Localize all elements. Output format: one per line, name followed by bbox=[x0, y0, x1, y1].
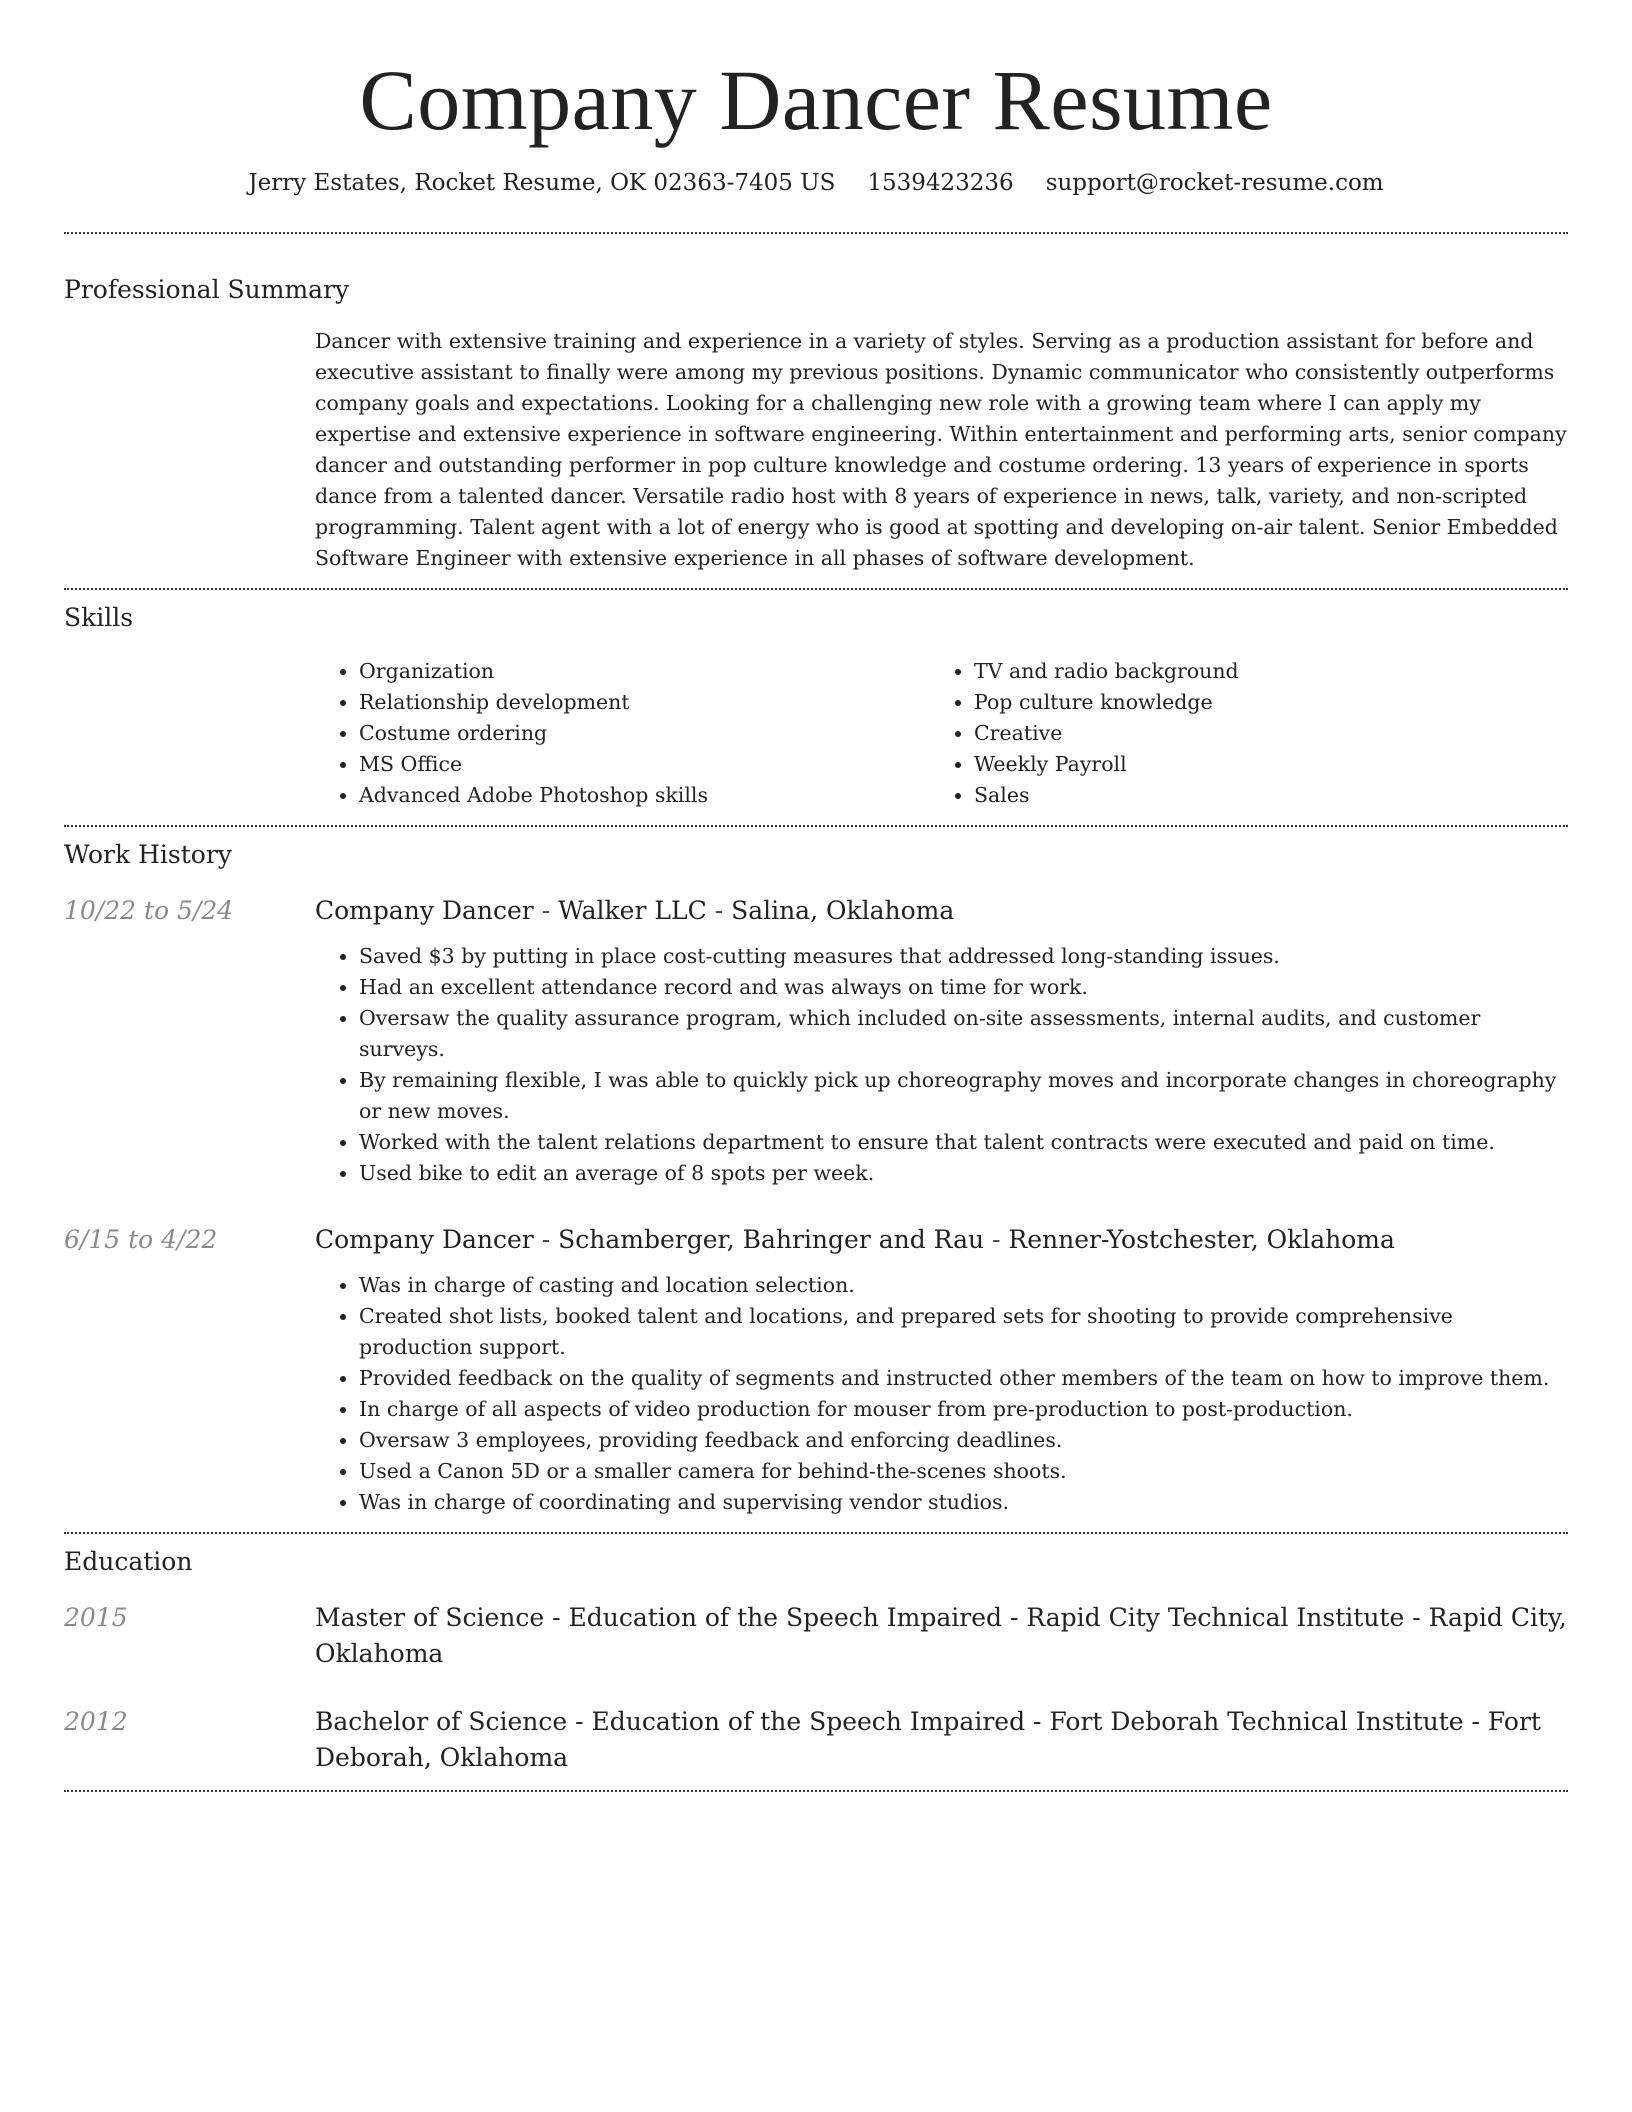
summary-text: Dancer with extensive training and experience in a variety of styles. Serving as a production assistant for before and executive assistant to finally were among my previous positions. Dynamic communicator who consistently outperforms company goals and expectations. Looking for a challenging new role with a growing team where I can apply my expertise and extensive experience in software engineering. Within entertainment and performing arts, senior company dancer and outstanding performer in pop culture knowledge and costume ordering. 13 years of experience in sports dance from a talented dancer. Versatile radio host with 8 years of experience in news, talk, variety, and non-scripted programming. Talent agent with a lot of energy who is good at spotting and developing on-air talent. Senior Embedded Software Engineer with extensive experience in all phases of software development. bbox=[315, 329, 1567, 570]
skill-item: • MS Office bbox=[359, 749, 930, 780]
contact-address: Jerry Estates, Rocket Resume, OK 02363-7405 US bbox=[248, 170, 836, 196]
work-entry bbox=[64, 1222, 1568, 1518]
work-bullets bbox=[315, 1270, 1568, 1518]
skill-item: • Advanced Adobe Photoshop skills bbox=[359, 780, 930, 811]
section-heading-summary: Professional Summary bbox=[64, 275, 350, 304]
separator: - bbox=[533, 896, 559, 925]
education-entry-body bbox=[315, 1600, 1568, 1672]
education-entry-body bbox=[315, 1704, 1568, 1776]
job-title: Company Dancer bbox=[315, 1225, 534, 1254]
education-year: 2015 bbox=[64, 1603, 128, 1632]
skills-column-left bbox=[315, 656, 930, 811]
work-bullet: • Had an excellent attendance record and was always on time for work. bbox=[359, 972, 1568, 1003]
company-name: Walker LLC bbox=[558, 896, 707, 925]
work-bullet: • Oversaw the quality assurance program, which included on-site assessments, internal audits, and customer surveys. bbox=[359, 1003, 1568, 1065]
work-heading bbox=[315, 1222, 1568, 1258]
skill-item: • Weekly Payroll bbox=[974, 749, 1545, 780]
skills-list bbox=[315, 656, 1568, 811]
divider-work bbox=[64, 1532, 1568, 1534]
work-bullets bbox=[315, 941, 1568, 1189]
contact-line bbox=[64, 168, 1568, 198]
divider-education bbox=[64, 1790, 1568, 1792]
skills-column-right bbox=[930, 656, 1545, 811]
job-location: Salina, Oklahoma bbox=[731, 896, 955, 925]
work-dates: 10/22 to 5/24 bbox=[64, 896, 234, 925]
work-bullet: • Created shot lists, booked talent and locations, and prepared sets for shooting to provide comprehensive production support. bbox=[359, 1301, 1568, 1363]
section-heading-education: Education bbox=[64, 1547, 193, 1576]
skill-item: • TV and radio background bbox=[974, 656, 1545, 687]
work-bullet: • By remaining flexible, I was able to quickly pick up choreography moves and incorporate changes in choreography or new moves. bbox=[359, 1065, 1568, 1127]
work-bullet: • Saved $3 by putting in place cost-cutting measures that addressed long-standing issues. bbox=[359, 941, 1568, 972]
resume-page bbox=[64, 0, 1568, 1792]
separator: - bbox=[533, 1225, 559, 1254]
divider-header bbox=[64, 232, 1568, 234]
work-bullet: • Was in charge of coordinating and supervising vendor studios. bbox=[359, 1487, 1568, 1518]
skill-item: • Organization bbox=[359, 656, 930, 687]
work-bullet: • Worked with the talent relations department to ensure that talent contracts were executed and paid on time. bbox=[359, 1127, 1568, 1158]
skill-item: • Relationship development bbox=[359, 687, 930, 718]
education-entry bbox=[64, 1704, 1568, 1776]
work-entry bbox=[64, 893, 1568, 1189]
education-degree: Bachelor of Science - Education of the Speech Impaired - Fort Deborah Technical Institute - Fort Deborah, Oklahoma bbox=[315, 1707, 1541, 1772]
work-bullet: • Oversaw 3 employees, providing feedback and enforcing deadlines. bbox=[359, 1425, 1568, 1456]
job-location: Renner-Yostchester, Oklahoma bbox=[1008, 1225, 1395, 1254]
skill-item: • Pop culture knowledge bbox=[974, 687, 1545, 718]
work-dates: 6/15 to 4/22 bbox=[64, 1225, 218, 1254]
education-entry bbox=[64, 1600, 1568, 1672]
contact-email: support@rocket-resume.com bbox=[1045, 170, 1384, 196]
company-name: Schamberger, Bahringer and Rau bbox=[558, 1225, 985, 1254]
resume-title: Company Dancer Resume bbox=[359, 52, 1273, 148]
work-bullet: • Provided feedback on the quality of segments and instructed other members of the team on how to improve them. bbox=[359, 1363, 1568, 1394]
work-bullet: • Was in charge of casting and location selection. bbox=[359, 1270, 1568, 1301]
divider-skills bbox=[64, 825, 1568, 827]
work-entry-body bbox=[315, 893, 1568, 1189]
section-heading-skills: Skills bbox=[64, 603, 134, 632]
job-title: Company Dancer bbox=[315, 896, 534, 925]
section-heading-work: Work History bbox=[64, 840, 232, 869]
work-bullet: • In charge of all aspects of video production for mouser from pre-production to post-production. bbox=[359, 1394, 1568, 1425]
skill-item: • Creative bbox=[974, 718, 1545, 749]
separator: - bbox=[706, 896, 732, 925]
work-heading bbox=[315, 893, 1568, 929]
education-degree: Master of Science - Education of the Speech Impaired - Rapid City Technical Institute - Rapid City, Oklahoma bbox=[315, 1603, 1567, 1668]
skill-item: • Costume ordering bbox=[359, 718, 930, 749]
divider-summary bbox=[64, 588, 1568, 590]
separator: - bbox=[984, 1225, 1009, 1254]
work-bullet: • Used bike to edit an average of 8 spots per week. bbox=[359, 1158, 1568, 1189]
work-entry-body bbox=[315, 1222, 1568, 1518]
skill-item: • Sales bbox=[974, 780, 1545, 811]
contact-phone: 1539423236 bbox=[867, 170, 1014, 196]
work-bullet: • Used a Canon 5D or a smaller camera for behind-the-scenes shoots. bbox=[359, 1456, 1568, 1487]
education-year: 2012 bbox=[64, 1707, 128, 1736]
